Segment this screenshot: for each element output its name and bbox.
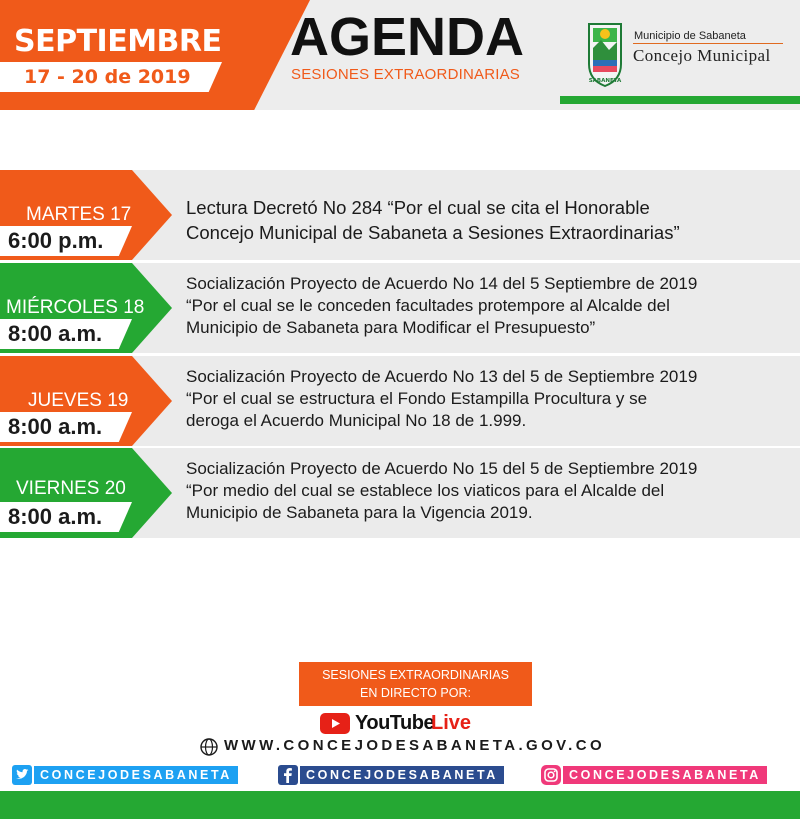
session-time: 6:00 p.m. <box>8 228 104 253</box>
session-description <box>186 366 697 432</box>
description-line: Socialización Proyecto de Acuerdo No 15 del 5 de Septiembre 2019 <box>186 459 698 478</box>
council-divider <box>633 43 783 44</box>
agenda-title: AGENDA <box>290 7 525 67</box>
sabaneta-coat-of-arms-icon <box>585 20 625 88</box>
description-line: Municipio de Sabaneta para la Vigencia 2019. <box>186 503 533 522</box>
logo-text: SABANETA <box>588 78 622 84</box>
description-line: Socialización Proyecto de Acuerdo No 14 del 5 Septiembre de 2019 <box>186 274 698 293</box>
session-description <box>186 458 697 524</box>
session-time: 8:00 a.m. <box>8 504 103 529</box>
description-line: Socialización Proyecto de Acuerdo No 13 del 5 de Septiembre 2019 <box>186 367 698 386</box>
session-day: MIÉRCOLES 18 <box>6 297 145 318</box>
live-broadcast-box <box>299 662 532 706</box>
agenda-subtitle: SESIONES EXTRAORDINARIAS <box>291 66 521 83</box>
session-day: MARTES 17 <box>26 204 132 225</box>
date-range: 17 - 20 de 2019 <box>24 66 191 88</box>
session-row <box>0 263 800 353</box>
header <box>0 0 800 110</box>
facebook-handle: CONCEJODESABANETA <box>300 766 504 784</box>
description-line: “Por el cual se le conceden facultades protempore al Alcalde del <box>186 296 670 315</box>
description-line: Lectura Decretó No 284 “Por el cual se cita el Honorable <box>186 197 650 218</box>
session-day: VIERNES 20 <box>16 478 126 499</box>
youtube-play-icon <box>320 713 350 734</box>
header-green-stripe <box>560 96 800 104</box>
twitter-icon <box>12 765 32 785</box>
municipality-name: Municipio de Sabaneta <box>634 30 746 42</box>
twitter-handle: CONCEJODESABANETA <box>34 766 238 784</box>
footer-green-bar <box>0 791 800 819</box>
session-description <box>186 273 697 339</box>
youtube-label: YouTube <box>355 712 435 734</box>
council-name: Concejo Municipal <box>633 46 771 65</box>
session-description <box>186 195 680 245</box>
website-url: WWW.CONCEJODESABANETA.GOV.CO <box>224 737 606 754</box>
description-line: “Por el cual se estructura el Fondo Estampilla Procultura y se <box>186 389 648 408</box>
live-line-2: EN DIRECTO POR: <box>360 686 471 700</box>
session-day: JUEVES 19 <box>28 390 129 411</box>
description-line: Concejo Municipal de Sabaneta a Sesiones Extraordinarias” <box>186 222 680 243</box>
month-title: SEPTIEMBRE <box>14 24 222 59</box>
description-line: Municipio de Sabaneta para Modificar el Presupuesto” <box>186 318 596 337</box>
session-time: 8:00 a.m. <box>8 414 103 439</box>
session-time: 8:00 a.m. <box>8 321 103 346</box>
live-line-1: SESIONES EXTRAORDINARIAS <box>322 668 509 682</box>
live-label: Live <box>431 712 472 734</box>
session-row <box>0 448 800 538</box>
session-row <box>0 170 800 260</box>
description-line: deroga el Acuerdo Municipal No 18 de 1.999. <box>186 411 527 430</box>
facebook-icon <box>278 765 298 785</box>
globe-www-icon <box>200 738 218 756</box>
description-line: “Por medio del cual se establece los viaticos para el Alcalde del <box>186 481 665 500</box>
instagram-icon <box>541 765 561 785</box>
instagram-handle: CONCEJODESABANETA <box>563 766 767 784</box>
session-row <box>0 356 800 446</box>
